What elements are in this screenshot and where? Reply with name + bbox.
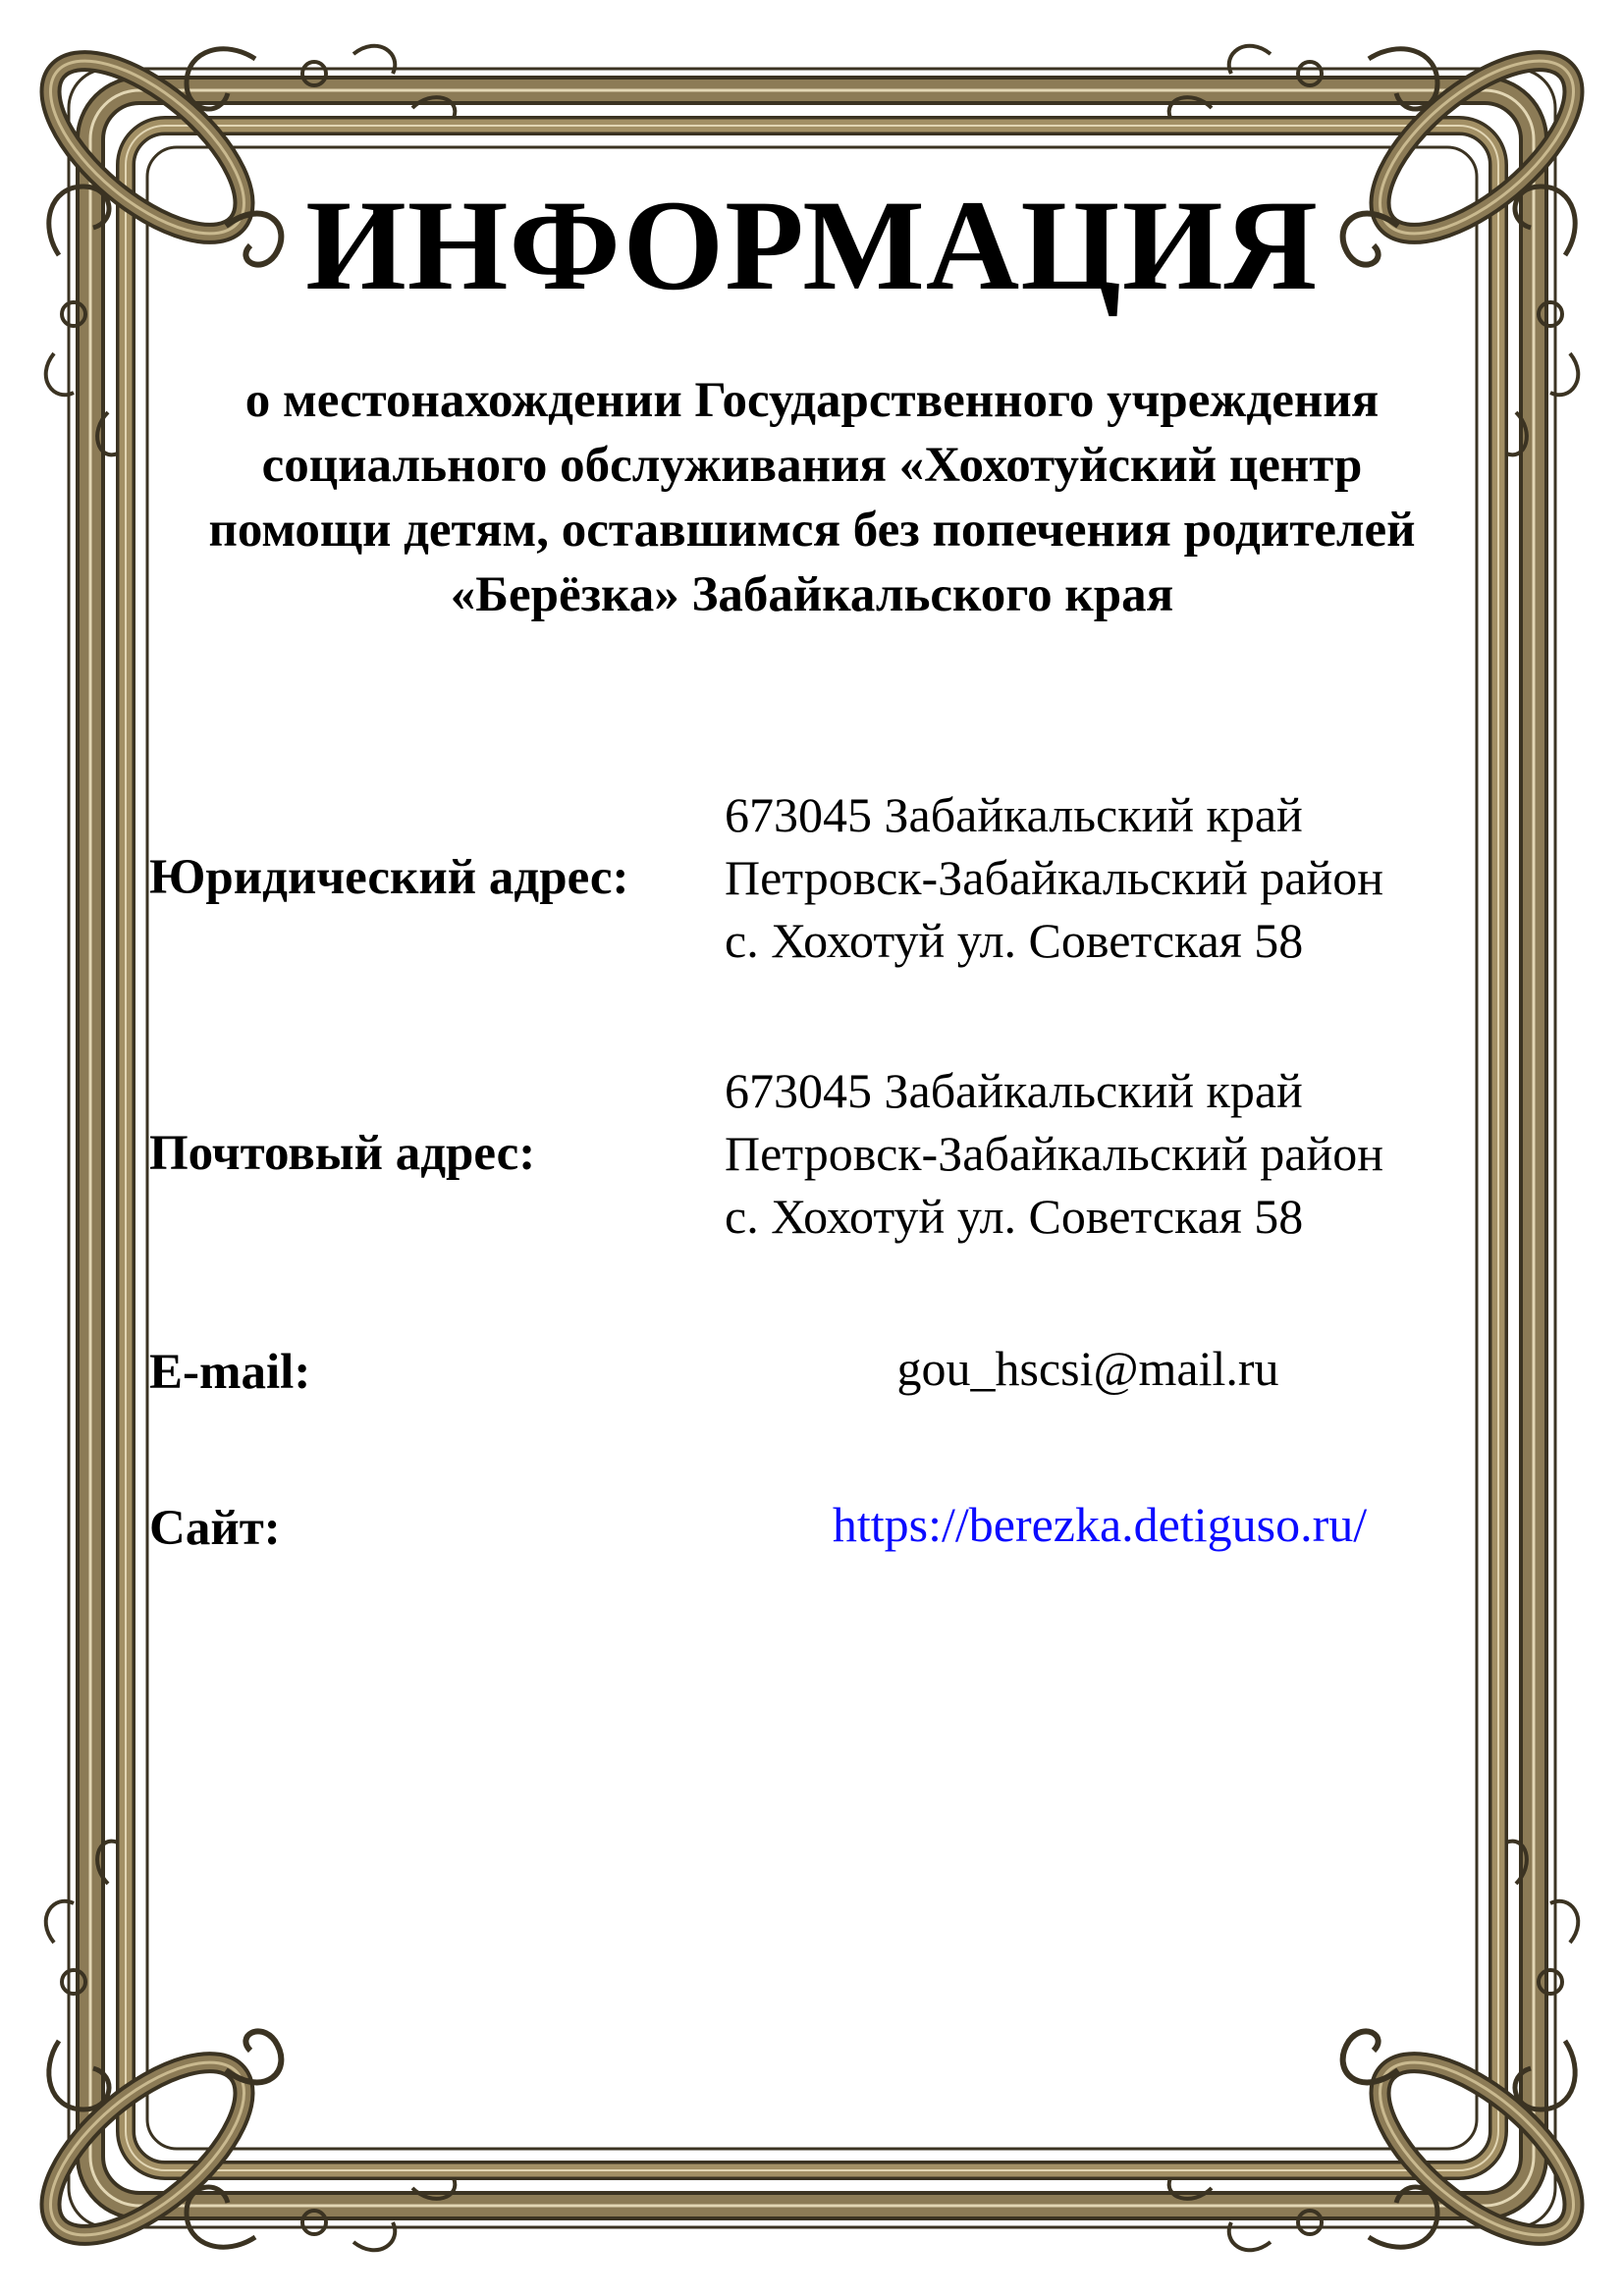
- legal-address-value: [725, 783, 1383, 972]
- postal-address-value: [725, 1059, 1383, 1248]
- email-label: E-mail:: [149, 1345, 311, 1400]
- site-link-wrap: [707, 1493, 1492, 1556]
- postal-address-line: 673045 Забайкальский край: [725, 1063, 1303, 1118]
- page-subtitle: [137, 368, 1487, 627]
- postal-address-line: с. Хохотуй ул. Советская 58: [725, 1189, 1304, 1244]
- legal-address-label: Юридический адрес:: [149, 850, 629, 905]
- postal-address-line: Петровск-Забайкальский район: [725, 1126, 1383, 1181]
- site-link[interactable]: https://berezka.detiguso.ru/: [832, 1497, 1368, 1552]
- legal-address-line: с. Хохотуй ул. Советская 58: [725, 913, 1304, 968]
- site-label: Сайт:: [149, 1501, 281, 1556]
- legal-address-line: 673045 Забайкальский край: [725, 787, 1303, 842]
- subtitle-line: о местонахождении Государственного учреждения: [244, 373, 1380, 428]
- page-title: ИНФОРМАЦИЯ: [305, 173, 1319, 317]
- email-value[interactable]: gou_hscsi@mail.ru: [896, 1341, 1279, 1396]
- subtitle-line: помощи детям, оставшимся без попечения родителей: [208, 503, 1416, 558]
- subtitle-line: «Берёзка» Забайкальского края: [450, 567, 1174, 622]
- postal-address-label: Почтовый адрес:: [149, 1126, 536, 1181]
- subtitle-line: социального обслуживания «Хохотуйский центр: [261, 438, 1363, 493]
- legal-address-line: Петровск-Забайкальский район: [725, 850, 1383, 905]
